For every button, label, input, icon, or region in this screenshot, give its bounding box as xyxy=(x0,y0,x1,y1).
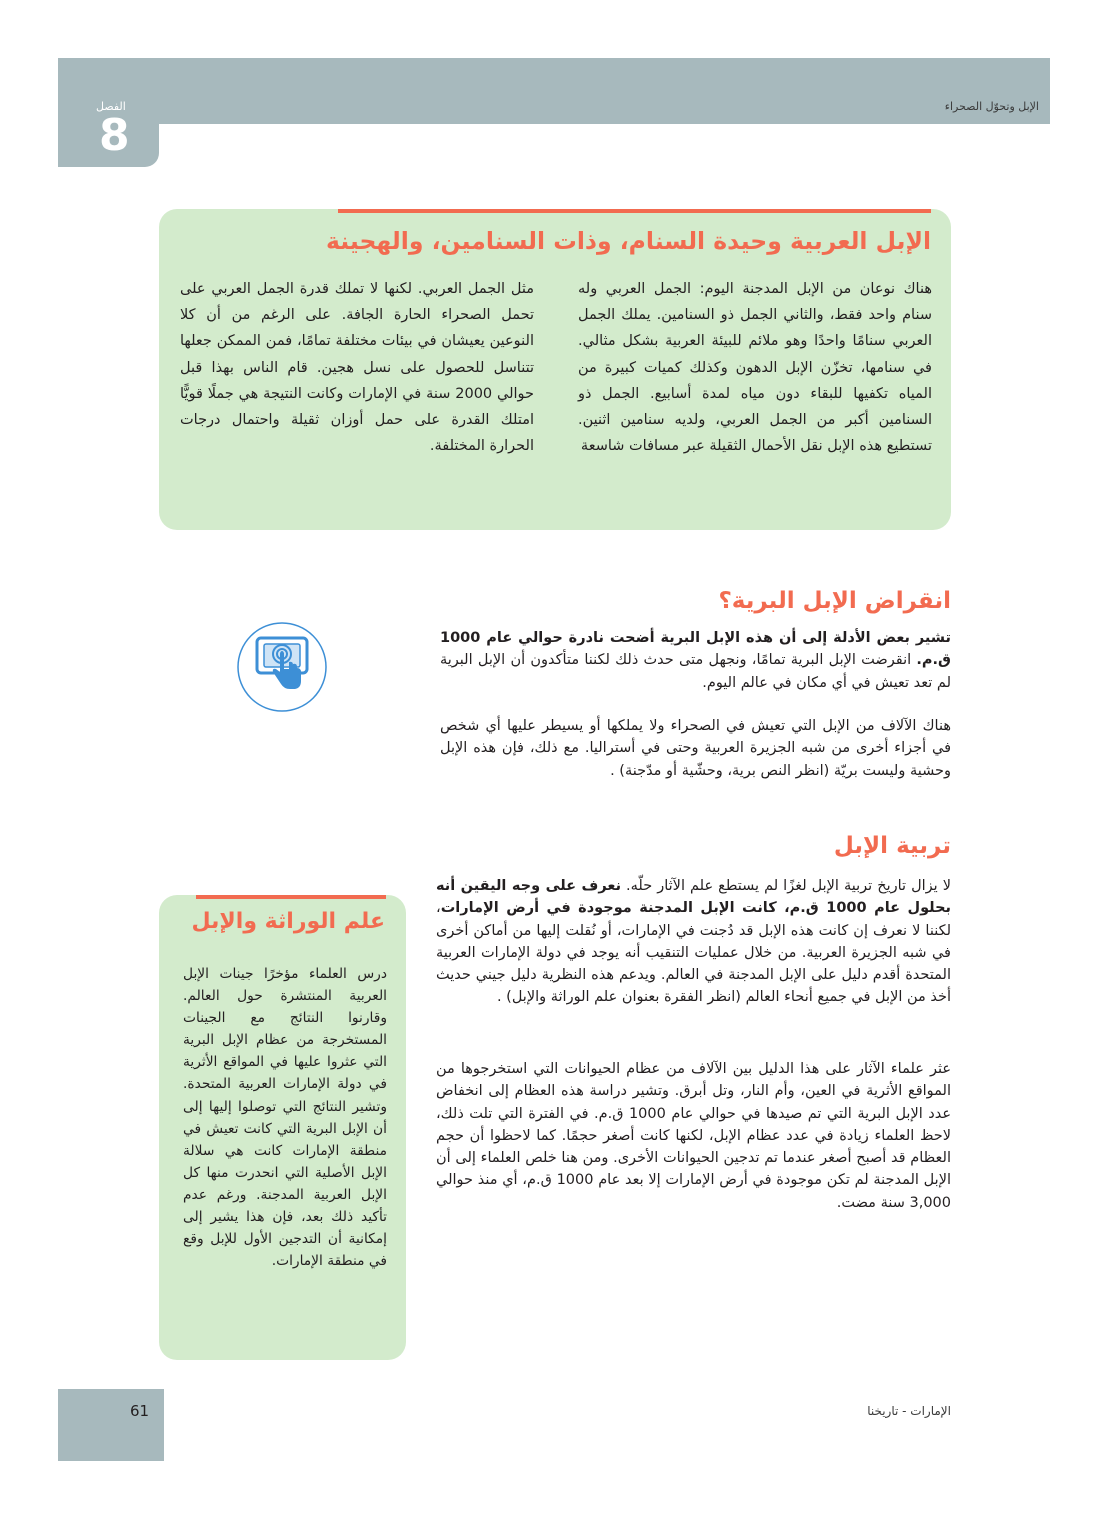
running-header-title: الإبل وتحوّل الصحراء xyxy=(944,100,1039,113)
touch-screen-icon xyxy=(237,622,327,712)
page-number: 61 xyxy=(130,1402,150,1420)
footer-title: الإمارات - تاريخنا xyxy=(867,1404,951,1418)
breeding-heading: تربية الإبل xyxy=(833,833,951,859)
footer-box xyxy=(58,1389,164,1461)
header-band xyxy=(58,58,1050,124)
breeding-paragraph-1-start: لا يزال تاريخ تربية الإبل لغزًا لم يستطع علم الآثار حلّه. xyxy=(621,878,951,894)
extinction-heading: انقراض الإبل البرية؟ xyxy=(718,588,951,614)
extinction-paragraph-1-bold: تشير بعض الأدلة إلى أن هذه الإبل البرية أضحت نادرة حوالي عام 1000 ق.م. xyxy=(440,630,951,669)
extinction-paragraph-2: هناك الآلاف من الإبل التي تعيش في الصحراء ولا يملكها أو يسيطر عليها أي شخص في أجزاء أخرى من شبه الجزيرة العربية وحتى في أستراليا. مع ذلك، فإن هذه الإبل وحشية وليست بريّة (انظر النص برية، وحشّية أو مدّجنة) . xyxy=(440,718,951,779)
genetics-heading: علم الوراثة والإبل xyxy=(191,909,385,934)
camel-types-column-left: مثل الجمل العربي. لكنها لا تملك قدرة الجمل العربي على تحمل الصحراء الحارة الجافة. على الرغم من أن كلا النوعين يعيشان في بيئات مختلفة تمامًا، فمن الممكن جعلها تتناسل للحصول على نسل هجين. قام الناس بهذا قبل حوالي 2000 سنة في الإمارات وكانت النتيجة هي جملًا قويًّا امتلك القدرة على حمل أوزان ثقيلة واحتمال درجات الحرارة المختلفة. xyxy=(180,281,534,455)
extinction-paragraph-1 xyxy=(440,627,951,694)
breeding-paragraph-2: عثر علماء الآثار على هذا الدليل بين الآلاف من عظام الحيوانات التي استخرجوها من المواقع الأثرية في العين، وأم النار، وتل أبرق. وتشير دراسة هذه العظام إلى انخفاض عدد الإبل البرية التي تم صيدها في حوالي عام 1000 ق.م. في الفترة التي تلت ذلك، لاحظ العلماء زيادة في عدد عظام الإبل، لكنها كانت أصغر حجمًا. كما لاحظوا أن حجم العظام قد أصبح أصغر عندما تم تدجين الحيوانات الأخرى. ومن هنا خلص العلماء إلى أن الإبل المدجنة لم تكن موجودة في أرض الإمارات إلا بعد عام 1000 ق.م، أي منذ حوالي 3,000 سنة مضت. xyxy=(436,1061,951,1211)
breeding-paragraph-1-bold: نعرف على وجه اليقين أنه بحلول عام 1000 ق.م، كانت الإبل المدجنة موجودة في أرض الإمارات xyxy=(436,878,951,917)
extinction-paragraph-1-rest: انقرضت الإبل البرية تمامًا، ونجهل متى حدث ذلك لكننا متأكدون أن الإبل البرية لم تعد تعيش في أي مكان في عالم اليوم. xyxy=(440,652,951,691)
camel-types-accent-line xyxy=(338,209,931,213)
breeding-paragraph-1 xyxy=(436,875,951,1009)
genetics-text: درس العلماء مؤخرًا جينات الإبل العربية المنتشرة حول العالم. وقارنوا النتائج مع الجينات المستخرجة من عظام الإبل البرية التي عثروا عليها في المواقع الأثرية في دولة الإمارات العربية المتحدة. وتشير النتائج التي توصلوا إليها إلى أن الإبل البرية التي كانت تعيش في منطقة الإمارات كانت هي سلالة الإبل الأصلية التي انحدرت منها كل الإبل العربية المدجنة. ورغم عدم تأكيد ذلك بعد، فإن هذا يشير إلى إمكانية أن التدجين الأول للإبل وقع في منطقة الإمارات. xyxy=(183,966,387,1270)
camel-types-column-right: هناك نوعان من الإبل المدجنة اليوم: الجمل العربي وله سنام واحد فقط، والثاني الجمل ذو السنامين. يملك الجمل العربي سنامًا واحدًا وهو ملائم للبيئة العربية بشكل مثالي. في سنامها، تخزّن الإبل الدهون وكذلك كميات كبيرة من المياه تكفيها للبقاء دون مياه لمدة أسابيع. الجمل ذو السنامين أكبر من الجمل العربي، ولديه سنامين اثنين. تستطيع هذه الإبل نقل الأحمال الثقيلة عبر مسافات شاسعة xyxy=(578,281,932,455)
chapter-label: الفصل xyxy=(96,100,126,113)
genetics-accent-line xyxy=(196,895,386,899)
breeding-paragraph-1-rest: ، لكننا لا نعرف إن كانت هذه الإبل قد دُجنت في الإمارات، أو نُقلت إليها من أماكن أخرى في شبه الجزيرة العربية. من خلال عمليات التنقيب أنه يوجد في دولة الإمارات العربية المتحدة أقدم دليل على الإبل المدجنة في العالم. ويدعم هذه النظرية دليل جيني حديث أخذ من الإبل في جميع أنحاء العالم (انظر الفقرة بعنوان علم الوراثة والإبل) . xyxy=(436,900,951,1006)
chapter-number: 8 xyxy=(99,110,130,161)
camel-types-heading: الإبل العربية وحيدة السنام، وذات السنامين، والهجينة xyxy=(326,227,931,255)
